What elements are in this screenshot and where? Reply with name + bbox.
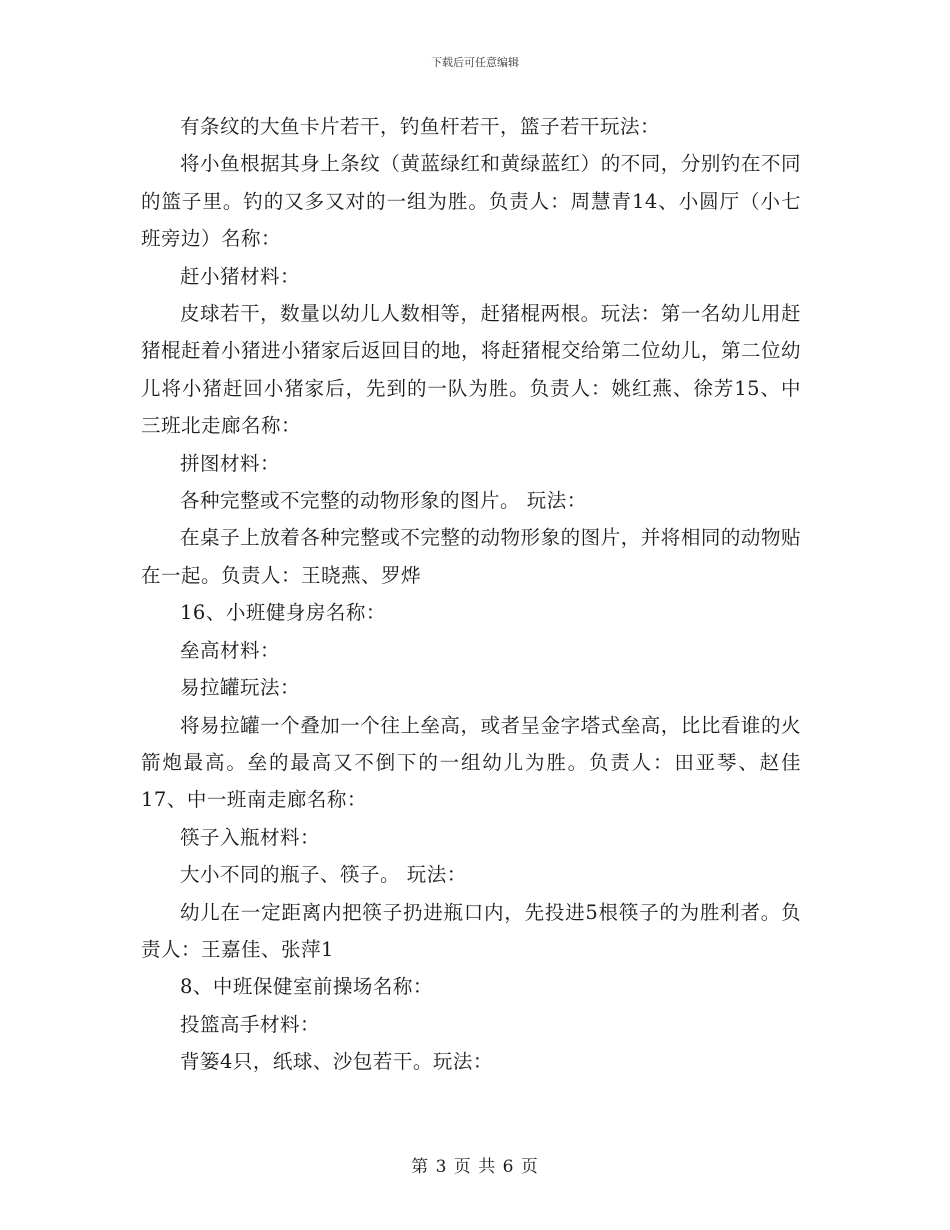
paragraph: 皮球若干，数量以幼儿人数相等，赶猪棍两根。玩法：第一名幼儿用赶猪棍赶着小猪进小猪家后返回目的地，将赶猪棍交给第二位幼儿，第二位幼儿将小猪赶回小猪家后，先到的一队为胜。负责人：姚红燕、徐芳15、中三班北走廊名称： <box>141 302 802 438</box>
paragraph: 有条纹的大鱼卡片若干，钓鱼杆若干，篮子若干玩法： <box>180 115 661 138</box>
paragraph: 将易拉罐一个叠加一个往上垒高，或者呈金字塔式垒高，比比看谁的火箭炮最高。垒的最高又不倒下的一组幼儿为胜。负责人：田亚琴、赵佳17、中一班南走廊名称： <box>141 713 801 812</box>
paragraph: 8、中班保健室前操场名称： <box>180 975 433 999</box>
paragraph: 垒高材料： <box>180 638 281 662</box>
paragraph: 赶小猪材料： <box>180 264 301 288</box>
paragraph: 在桌子上放着各种完整或不完整的动物形象的图片，并将相同的动物贴在一起。负责人：王晓燕、罗烨 <box>141 526 801 587</box>
paragraph: 大小不同的瓶子、筷子。 玩法： <box>180 863 467 887</box>
document-body <box>141 108 801 1081</box>
paragraph: 各种完整或不完整的动物形象的图片。 玩法： <box>180 489 587 513</box>
paragraph: 拼图材料： <box>180 451 281 475</box>
paragraph: 筷子入瓶材料： <box>180 825 321 849</box>
paragraph: 将小鱼根据其身上条纹（黄蓝绿红和黄绿蓝红）的不同，分别钓在不同的篮子里。钓的又多又对的一组为胜。负责人：周慧青14、小圆厅（小七班旁边）名称： <box>141 152 801 251</box>
page-header: 下载后可任意编辑 <box>431 56 519 69</box>
paragraph: 幼儿在一定距离内把筷子扔进瓶口内，先投进5根筷子的为胜利者。负责人：王嘉佳、张萍1 <box>141 900 801 961</box>
paragraph: 16、小班健身房名称： <box>180 601 386 625</box>
paragraph: 背篓4只，纸球、沙包若干。玩法： <box>180 1050 493 1074</box>
paragraph: 投篮高手材料： <box>180 1012 321 1036</box>
page-number: 第 3 页 共 6 页 <box>411 1157 539 1177</box>
paragraph: 易拉罐玩法： <box>180 676 301 700</box>
